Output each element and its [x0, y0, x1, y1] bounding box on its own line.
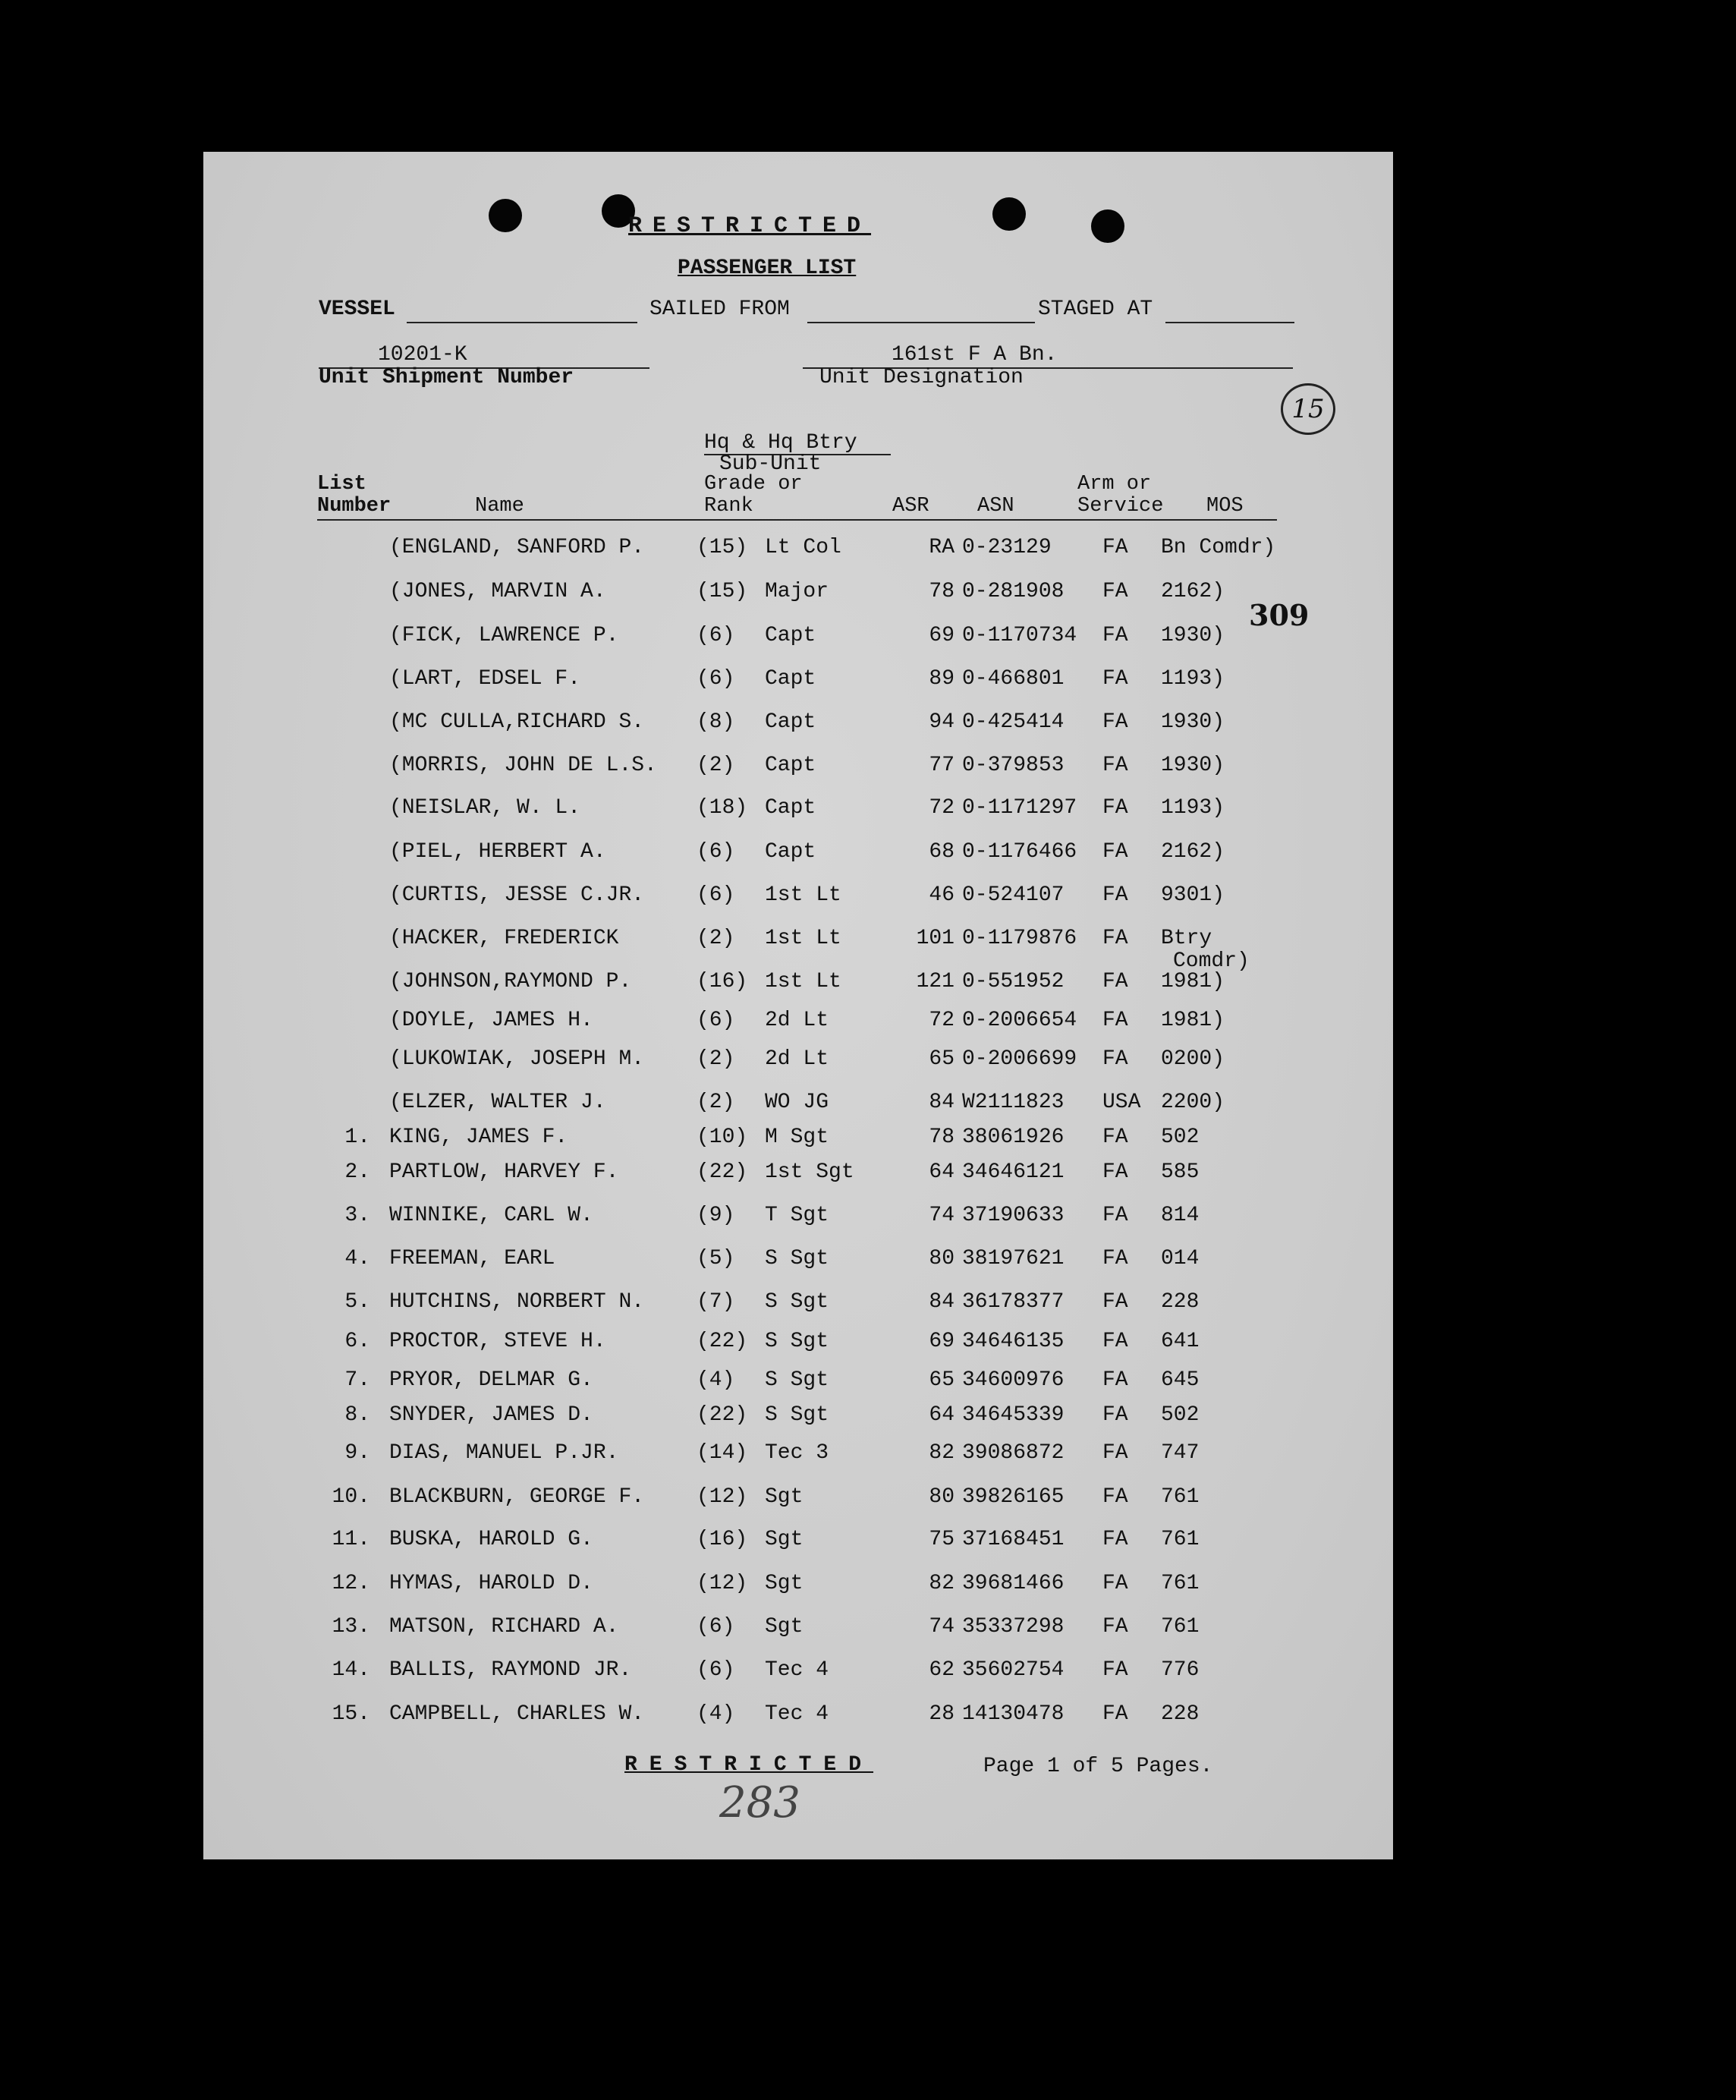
passenger-name: (JOHNSON,RAYMOND P. [389, 970, 632, 993]
col-header-name: Name [475, 495, 524, 518]
passenger-row [203, 1527, 1393, 1557]
arm-or-service: FA [1102, 754, 1128, 777]
grade-number: (6) [697, 883, 735, 907]
arm-or-service: FA [1102, 970, 1128, 993]
circled-page-number: 15 [1281, 383, 1335, 435]
rank: Tec 4 [765, 1702, 829, 1726]
mos-code: 014 [1161, 1247, 1200, 1270]
asr-score: 46 [929, 883, 954, 907]
asr-score: 77 [929, 754, 954, 777]
list-number: 14. [332, 1658, 370, 1682]
mos-code: 1981) [1161, 970, 1225, 993]
list-number: 12. [332, 1572, 370, 1595]
passenger-list-page [203, 152, 1393, 1859]
rank: Major [765, 580, 829, 603]
unit-shipment-label: Unit Shipment Number [319, 366, 574, 389]
col-header-arm: Arm or Service [1077, 473, 1164, 518]
arm-or-service: FA [1102, 1204, 1128, 1227]
asr-score: 74 [929, 1615, 954, 1639]
passenger-row [203, 1403, 1393, 1433]
serial-number: 34645339 [962, 1403, 1065, 1427]
sub-unit-label: Sub-Unit [719, 452, 822, 476]
list-number: 10. [332, 1485, 370, 1509]
passenger-row [203, 1571, 1393, 1601]
staged-at-label: STAGED AT [1038, 298, 1153, 321]
passenger-rows [203, 152, 1393, 1859]
unit-designation-value: 161st F A Bn. [892, 343, 1058, 367]
grade-number: (7) [697, 1290, 735, 1314]
serial-number: 34646135 [962, 1330, 1065, 1353]
passenger-name: HUTCHINS, NORBERT N. [389, 1290, 645, 1314]
arm-or-service: FA [1102, 1528, 1128, 1551]
arm-or-service: FA [1102, 1247, 1128, 1270]
passenger-name: PRYOR, DELMAR G. [389, 1368, 593, 1392]
passenger-name: (DOYLE, JAMES H. [389, 1009, 593, 1032]
mos-code: 502 [1161, 1126, 1200, 1149]
footer-restricted: RESTRICTED [624, 1753, 874, 1777]
list-number: 6. [344, 1330, 370, 1353]
arm-or-service: USA [1102, 1091, 1141, 1114]
arm-or-service: FA [1102, 1403, 1128, 1427]
mos-code: 9301) [1161, 883, 1225, 907]
list-number: 13. [332, 1615, 370, 1639]
serial-number: 35337298 [962, 1615, 1065, 1639]
rank: S Sgt [765, 1368, 829, 1392]
asr-score: 78 [929, 580, 954, 603]
arm-or-service: FA [1102, 1160, 1128, 1184]
asr-score: 101 [916, 927, 954, 950]
grade-number: (9) [697, 1204, 735, 1227]
arm-or-service: FA [1102, 1702, 1128, 1726]
asr-score: 80 [929, 1247, 954, 1270]
rank: Sgt [765, 1572, 804, 1595]
list-number: 1. [344, 1126, 370, 1149]
asr-score: 65 [929, 1368, 954, 1392]
passenger-name: BLACKBURN, GEORGE F. [389, 1485, 645, 1509]
asr-score: 69 [929, 1330, 954, 1353]
asr-score: 82 [929, 1572, 954, 1595]
grade-number: (6) [697, 624, 735, 647]
serial-number: 0-1179876 [962, 927, 1077, 950]
passenger-name: CAMPBELL, CHARLES W. [389, 1702, 645, 1726]
mos-code: 761 [1161, 1485, 1200, 1509]
arm-or-service: FA [1102, 536, 1128, 559]
col-header-grade: Grade or Rank [704, 473, 803, 518]
grade-number: (22) [697, 1403, 748, 1427]
asr-score: 74 [929, 1204, 954, 1227]
passenger-name: DIAS, MANUEL P.JR. [389, 1441, 619, 1465]
passenger-name: (LART, EDSEL F. [389, 667, 581, 691]
serial-number: 36178377 [962, 1290, 1065, 1314]
serial-number: 0-1170734 [962, 624, 1077, 647]
passenger-row [203, 1160, 1393, 1190]
passenger-name: WINNIKE, CARL W. [389, 1204, 593, 1227]
grade-number: (22) [697, 1160, 748, 1184]
rank: 2d Lt [765, 1047, 829, 1071]
mos-code: Bn Comdr) [1161, 536, 1276, 559]
list-number: 2. [344, 1160, 370, 1184]
passenger-row [203, 969, 1393, 1000]
grade-number: (22) [697, 1330, 748, 1353]
passenger-name: MATSON, RICHARD A. [389, 1615, 619, 1639]
passenger-name: (HACKER, FREDERICK [389, 927, 619, 950]
passenger-name: PARTLOW, HARVEY F. [389, 1160, 619, 1184]
list-number: 15. [332, 1702, 370, 1726]
passenger-row [203, 753, 1393, 783]
passenger-name: (LUKOWIAK, JOSEPH M. [389, 1047, 645, 1071]
passenger-name: (MC CULLA,RICHARD S. [389, 710, 645, 734]
passenger-name: PROCTOR, STEVE H. [389, 1330, 606, 1353]
passenger-name: BUSKA, HAROLD G. [389, 1528, 593, 1551]
serial-number: 0-466801 [962, 667, 1065, 691]
serial-number: 38061926 [962, 1126, 1065, 1149]
arm-or-service: FA [1102, 580, 1128, 603]
vessel-label: VESSEL [319, 298, 395, 321]
col-header-mos: MOS [1206, 495, 1244, 518]
rank: Sgt [765, 1615, 804, 1639]
col-header-list-number: List Number [317, 473, 392, 518]
passenger-row [203, 1125, 1393, 1155]
grade-number: (4) [697, 1368, 735, 1392]
rank: Sgt [765, 1485, 804, 1509]
arm-or-service: FA [1102, 1441, 1128, 1465]
rank: 1st Sgt [765, 1160, 854, 1184]
passenger-row [203, 1246, 1393, 1277]
rank: WO JG [765, 1091, 829, 1114]
mos-code: 2162) [1161, 840, 1225, 864]
passenger-row [203, 1440, 1393, 1471]
passenger-row [203, 535, 1393, 565]
serial-number: 35602754 [962, 1658, 1065, 1682]
passenger-row [203, 579, 1393, 609]
passenger-row [203, 1289, 1393, 1320]
mos-code: 776 [1161, 1658, 1200, 1682]
rank: Tec 4 [765, 1658, 829, 1682]
page-info: Page 1 of 5 Pages. [983, 1755, 1213, 1778]
rank: 1st Lt [765, 883, 841, 907]
passenger-row [203, 1090, 1393, 1120]
rank: 1st Lt [765, 970, 841, 993]
passenger-name: (JONES, MARVIN A. [389, 580, 606, 603]
asr-score: 94 [929, 710, 954, 734]
serial-number: 39826165 [962, 1485, 1065, 1509]
asr-score: 75 [929, 1528, 954, 1551]
handwritten-number: 283 [719, 1778, 800, 1828]
asr-score: RA [929, 536, 954, 559]
asr-score: 69 [929, 624, 954, 647]
passenger-row [203, 795, 1393, 826]
serial-number: 0-2006654 [962, 1009, 1077, 1032]
rank: Lt Col [765, 536, 841, 559]
rank: Tec 3 [765, 1441, 829, 1465]
arm-or-service: FA [1102, 710, 1128, 734]
grade-number: (2) [697, 754, 735, 777]
rank: S Sgt [765, 1403, 829, 1427]
arm-or-service: FA [1102, 1485, 1128, 1509]
grade-number: (6) [697, 1009, 735, 1032]
mos-code: 1193) [1161, 667, 1225, 691]
arm-or-service: FA [1102, 1290, 1128, 1314]
arm-or-service: FA [1102, 1658, 1128, 1682]
grade-number: (6) [697, 667, 735, 691]
passenger-row [203, 1329, 1393, 1359]
asr-score: 72 [929, 1009, 954, 1032]
passenger-row [203, 883, 1393, 913]
grade-number: (2) [697, 927, 735, 950]
arm-or-service: FA [1102, 1330, 1128, 1353]
list-number: 9. [344, 1441, 370, 1465]
mos-code-continued: Comdr) [1173, 949, 1250, 973]
grade-number: (2) [697, 1091, 735, 1114]
list-number: 8. [344, 1403, 370, 1427]
top-restricted-title: RESTRICTED [628, 213, 872, 239]
mos-code: 2162) [1161, 580, 1225, 603]
asr-score: 78 [929, 1126, 954, 1149]
rank: Capt [765, 624, 816, 647]
serial-number: 0-1171297 [962, 796, 1077, 820]
passenger-row [203, 623, 1393, 653]
serial-number: 34600976 [962, 1368, 1065, 1392]
serial-number: 0-1176466 [962, 840, 1077, 864]
passenger-row [203, 1658, 1393, 1688]
passenger-row [203, 926, 1393, 973]
serial-number: 39681466 [962, 1572, 1065, 1595]
rank: S Sgt [765, 1330, 829, 1353]
grade-number: (18) [697, 796, 748, 820]
passenger-name: FREEMAN, EARL [389, 1247, 555, 1270]
passenger-name: (CURTIS, JESSE C.JR. [389, 883, 645, 907]
serial-number: 0-23129 [962, 536, 1052, 559]
passenger-row [203, 839, 1393, 870]
rank: Capt [765, 667, 816, 691]
passenger-name: (NEISLAR, W. L. [389, 796, 581, 820]
arm-or-service: FA [1102, 1126, 1128, 1149]
serial-number: 34646121 [962, 1160, 1065, 1184]
passenger-name: BALLIS, RAYMOND JR. [389, 1658, 632, 1682]
passenger-name: KING, JAMES F. [389, 1126, 568, 1149]
passenger-name: (ENGLAND, SANFORD P. [389, 536, 645, 559]
asr-score: 68 [929, 840, 954, 864]
asr-score: 121 [916, 970, 954, 993]
mos-code: 1930) [1161, 710, 1225, 734]
rank: Capt [765, 754, 816, 777]
sailed-from-label: SAILED FROM [649, 298, 790, 321]
passenger-row [203, 1368, 1393, 1398]
mos-code: 0200) [1161, 1047, 1225, 1071]
arm-or-service: FA [1102, 1009, 1128, 1032]
mos-code: 228 [1161, 1290, 1200, 1314]
serial-number: 38197621 [962, 1247, 1065, 1270]
mos-code: 814 [1161, 1204, 1200, 1227]
asr-score: 89 [929, 667, 954, 691]
list-number: 11. [332, 1528, 370, 1551]
asr-score: 84 [929, 1091, 954, 1114]
asr-score: 65 [929, 1047, 954, 1071]
mos-code: 641 [1161, 1330, 1200, 1353]
passenger-name: HYMAS, HAROLD D. [389, 1572, 593, 1595]
arm-or-service: FA [1102, 883, 1128, 907]
passenger-row [203, 1008, 1393, 1038]
list-number: 5. [344, 1290, 370, 1314]
serial-number: 0-551952 [962, 970, 1065, 993]
passenger-name: (PIEL, HERBERT A. [389, 840, 606, 864]
arm-or-service: FA [1102, 796, 1128, 820]
serial-number: 14130478 [962, 1702, 1065, 1726]
mos-code: 228 [1161, 1702, 1200, 1726]
sub-unit-value: Hq & Hq Btry [704, 431, 857, 455]
asr-score: 64 [929, 1403, 954, 1427]
serial-number: 0-524107 [962, 883, 1065, 907]
grade-number: (2) [697, 1047, 735, 1071]
rank: T Sgt [765, 1204, 829, 1227]
arm-or-service: FA [1102, 1047, 1128, 1071]
passenger-row [203, 1047, 1393, 1077]
rank: 2d Lt [765, 1009, 829, 1032]
serial-number: 0-281908 [962, 580, 1065, 603]
serial-number: 37168451 [962, 1528, 1065, 1551]
mos-code: 645 [1161, 1368, 1200, 1392]
serial-number: 0-379853 [962, 754, 1065, 777]
grade-number: (8) [697, 710, 735, 734]
unit-designation-label: Unit Designation [819, 366, 1024, 389]
passenger-name: (MORRIS, JOHN DE L.S. [389, 754, 657, 777]
asr-score: 84 [929, 1290, 954, 1314]
grade-number: (6) [697, 1658, 735, 1682]
asr-score: 82 [929, 1441, 954, 1465]
arm-or-service: FA [1102, 624, 1128, 647]
mos-code: 502 [1161, 1403, 1200, 1427]
arm-or-service: FA [1102, 1368, 1128, 1392]
rank: Capt [765, 710, 816, 734]
grade-number: (12) [697, 1572, 748, 1595]
asr-score: 64 [929, 1160, 954, 1184]
rank: 1st Lt [765, 927, 841, 950]
mos-code: 1193) [1161, 796, 1225, 820]
mos-code: Btry [1161, 927, 1212, 950]
serial-number: 37190633 [962, 1204, 1065, 1227]
grade-number: (16) [697, 970, 748, 993]
rank: Capt [765, 796, 816, 820]
arm-or-service: FA [1102, 1615, 1128, 1639]
asr-score: 62 [929, 1658, 954, 1682]
list-number: 7. [344, 1368, 370, 1392]
asr-score: 72 [929, 796, 954, 820]
passenger-row [203, 1484, 1393, 1515]
side-number: 309 [1249, 598, 1310, 632]
asr-score: 28 [929, 1702, 954, 1726]
mos-code: 585 [1161, 1160, 1200, 1184]
arm-or-service: FA [1102, 667, 1128, 691]
passenger-row [203, 1702, 1393, 1732]
arm-or-service: FA [1102, 840, 1128, 864]
grade-number: (4) [697, 1702, 735, 1726]
grade-number: (14) [697, 1441, 748, 1465]
passenger-name: (ELZER, WALTER J. [389, 1091, 606, 1114]
rank: Sgt [765, 1528, 804, 1551]
list-number: 4. [344, 1247, 370, 1270]
grade-number: (6) [697, 1615, 735, 1639]
grade-number: (12) [697, 1485, 748, 1509]
arm-or-service: FA [1102, 927, 1128, 950]
asr-score: 80 [929, 1485, 954, 1509]
mos-code: 1930) [1161, 754, 1225, 777]
passenger-row [203, 1203, 1393, 1233]
rank: S Sgt [765, 1290, 829, 1314]
unit-shipment-number: 10201-K [378, 343, 467, 367]
col-header-asn: ASN [977, 495, 1014, 518]
grade-number: (6) [697, 840, 735, 864]
passenger-name: SNYDER, JAMES D. [389, 1403, 593, 1427]
passenger-row [203, 666, 1393, 697]
mos-code: 761 [1161, 1572, 1200, 1595]
mos-code: 761 [1161, 1528, 1200, 1551]
rank: Capt [765, 840, 816, 864]
col-header-asr: ASR [892, 495, 929, 518]
serial-number: 0-2006699 [962, 1047, 1077, 1071]
rank: S Sgt [765, 1247, 829, 1270]
arm-or-service: FA [1102, 1572, 1128, 1595]
serial-number: 39086872 [962, 1441, 1065, 1465]
rank: M Sgt [765, 1126, 829, 1149]
grade-number: (16) [697, 1528, 748, 1551]
grade-number: (15) [697, 536, 748, 559]
list-number: 3. [344, 1204, 370, 1227]
mos-code: 1981) [1161, 1009, 1225, 1032]
grade-number: (15) [697, 580, 748, 603]
serial-number: 0-425414 [962, 710, 1065, 734]
serial-number: W2111823 [962, 1091, 1065, 1114]
grade-number: (5) [697, 1247, 735, 1270]
passenger-row [203, 710, 1393, 740]
mos-code: 761 [1161, 1615, 1200, 1639]
grade-number: (10) [697, 1126, 748, 1149]
mos-code: 1930) [1161, 624, 1225, 647]
mos-code: 747 [1161, 1441, 1200, 1465]
passenger-row [203, 1614, 1393, 1645]
mos-code: 2200) [1161, 1091, 1225, 1114]
passenger-name: (FICK, LAWRENCE P. [389, 624, 619, 647]
passenger-list-title: PASSENGER LIST [678, 257, 857, 280]
